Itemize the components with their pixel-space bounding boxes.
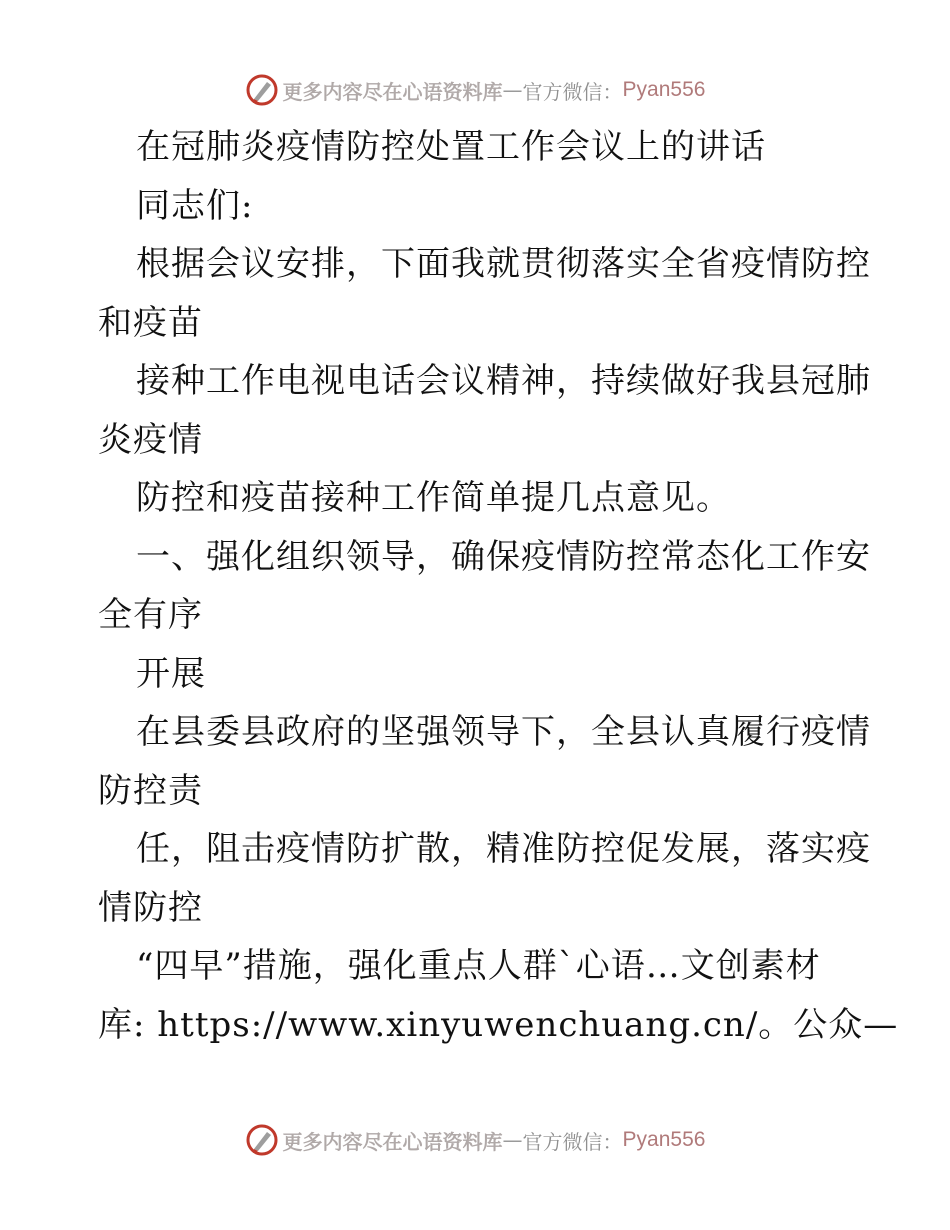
document-body xyxy=(98,118,899,1054)
text-line: 炎疫情 xyxy=(98,419,203,460)
text-line: 情防控 xyxy=(98,887,203,928)
text-line: 防控责 xyxy=(98,770,203,811)
banner-wechat-label: 官方微信： xyxy=(522,79,623,104)
banner-text: 更多内容尽在心语资料库 xyxy=(282,1129,503,1154)
text-line: 库: https://www.xinyuwenchuang.cn/。公众— xyxy=(98,1004,899,1045)
footer-banner xyxy=(0,1120,950,1160)
pen-logo-icon xyxy=(245,73,279,107)
text-line: 一、强化组织领导，确保疫情防控常态化工作安 xyxy=(136,536,871,577)
banner-dash: — xyxy=(502,1128,523,1152)
text-line: 任，阻击疫情防扩散，精准防控促发展，落实疫 xyxy=(136,829,871,869)
text-line: 全有序 xyxy=(98,595,203,635)
text-line: 在县委县政府的坚强领导下，全县认真履行疫情 xyxy=(136,712,871,752)
text-line: 根据会议安排，下面我就贯彻落实全省疫情防控 xyxy=(136,244,871,284)
text-line: “四早”措施，强化重点人群`心语…文创素材 xyxy=(136,946,821,986)
pen-logo-icon xyxy=(245,1123,279,1157)
text-line: 和疫苗 xyxy=(98,302,203,343)
banner-dash: — xyxy=(502,78,523,102)
text-line: 在冠肺炎疫情防控处置工作会议上的讲话 xyxy=(136,127,766,167)
text-line: 接种工作电视电话会议精神，持续做好我县冠肺 xyxy=(136,361,871,401)
header-banner xyxy=(0,70,950,110)
text-line: 防控和疫苗接种工作简单提几点意见。 xyxy=(136,478,731,518)
banner-text: 更多内容尽在心语资料库 xyxy=(282,79,503,104)
banner-wechat-id: Pyan556 xyxy=(622,1128,706,1151)
banner-wechat-label: 官方微信： xyxy=(522,1129,623,1154)
banner-wechat-id: Pyan556 xyxy=(622,78,706,101)
text-line: 同志们: xyxy=(136,185,254,226)
text-line: 开展 xyxy=(136,653,206,694)
